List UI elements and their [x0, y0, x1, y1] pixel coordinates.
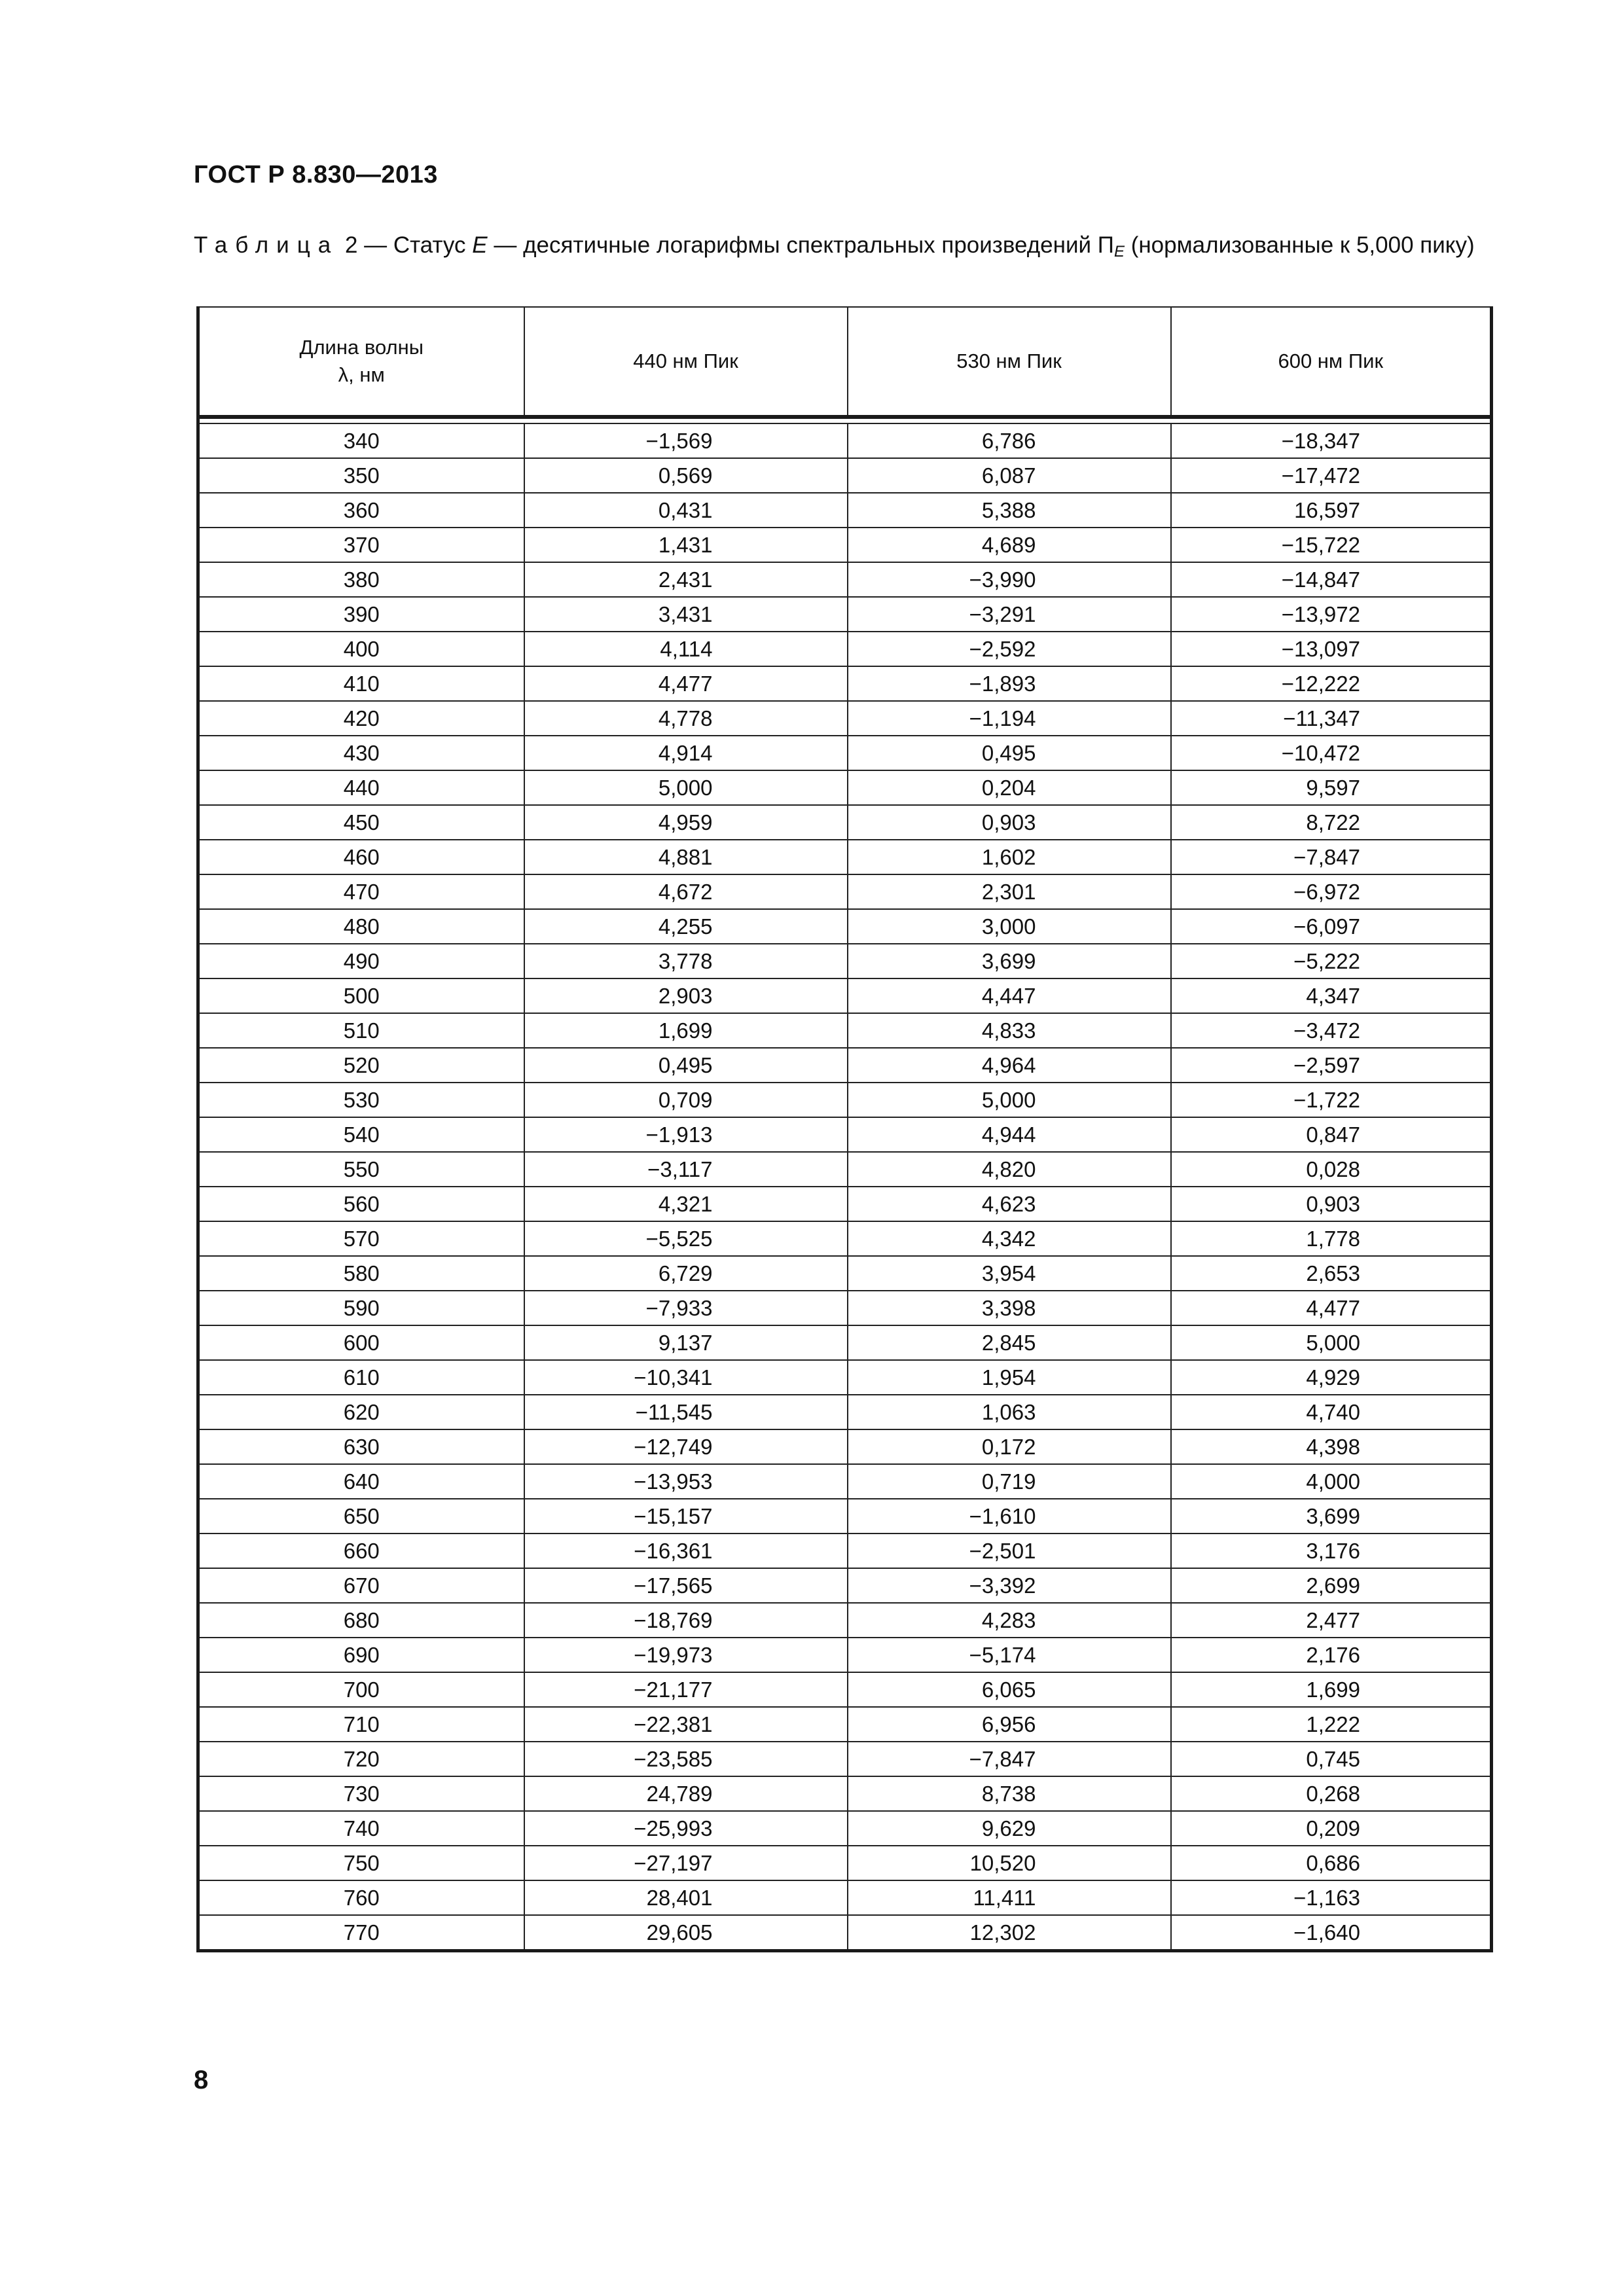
wavelength-cell: 600 — [198, 1325, 524, 1360]
peak-440-cell: −7,933 — [524, 1291, 848, 1325]
caption-text: — десятичные логарифмы спектральных произведений П — [494, 232, 1114, 258]
caption-symbol-subscript: E — [1113, 243, 1125, 260]
wavelength-cell: 750 — [198, 1846, 524, 1880]
header-600nm-peak: 600 нм Пик — [1171, 307, 1492, 417]
peak-530-cell: −3,990 — [848, 562, 1171, 597]
peak-600-cell: −14,847 — [1171, 562, 1492, 597]
peak-440-cell: 0,495 — [524, 1048, 848, 1083]
table-row — [198, 1429, 1492, 1464]
peak-600-cell: 4,740 — [1171, 1395, 1492, 1429]
wavelength-cell: 570 — [198, 1221, 524, 1256]
peak-530-cell: 2,845 — [848, 1325, 1171, 1360]
wavelength-cell: 560 — [198, 1187, 524, 1221]
peak-440-cell: 4,881 — [524, 840, 848, 874]
table-header-row — [198, 307, 1492, 417]
peak-600-cell: 3,176 — [1171, 1534, 1492, 1568]
peak-440-cell: −23,585 — [524, 1742, 848, 1776]
table-row — [198, 597, 1492, 632]
table-row — [198, 840, 1492, 874]
peak-600-cell: −10,472 — [1171, 736, 1492, 770]
peak-440-cell: −3,117 — [524, 1152, 848, 1187]
table-row — [198, 1707, 1492, 1742]
table-row — [198, 1013, 1492, 1048]
wavelength-cell: 530 — [198, 1083, 524, 1117]
peak-530-cell: 1,954 — [848, 1360, 1171, 1395]
peak-440-cell: 6,729 — [524, 1256, 848, 1291]
wavelength-cell: 400 — [198, 632, 524, 666]
table-row — [198, 770, 1492, 805]
table-row — [198, 1638, 1492, 1672]
document-header: ГОСТ Р 8.830—2013 — [194, 161, 438, 188]
peak-600-cell: 1,778 — [1171, 1221, 1492, 1256]
peak-600-cell: 0,209 — [1171, 1811, 1492, 1846]
peak-530-cell: 9,629 — [848, 1811, 1171, 1846]
peak-440-cell: 4,255 — [524, 909, 848, 944]
peak-440-cell: 29,605 — [524, 1915, 848, 1951]
caption-number: 2 — Статус — [344, 232, 466, 258]
peak-440-cell: −19,973 — [524, 1638, 848, 1672]
table-row — [198, 1880, 1492, 1915]
table-row — [198, 1221, 1492, 1256]
table-row — [198, 805, 1492, 840]
wavelength-cell: 350 — [198, 458, 524, 493]
peak-530-cell: 4,944 — [848, 1117, 1171, 1152]
wavelength-cell: 700 — [198, 1672, 524, 1707]
peak-600-cell: 4,347 — [1171, 978, 1492, 1013]
table-row — [198, 1117, 1492, 1152]
peak-530-cell: 5,000 — [848, 1083, 1171, 1117]
peak-530-cell: 1,602 — [848, 840, 1171, 874]
table-row — [198, 632, 1492, 666]
peak-530-cell: −7,847 — [848, 1742, 1171, 1776]
table-row — [198, 1603, 1492, 1638]
peak-600-cell: 0,268 — [1171, 1776, 1492, 1811]
peak-440-cell: 2,431 — [524, 562, 848, 597]
peak-600-cell: −1,722 — [1171, 1083, 1492, 1117]
table-row — [198, 1325, 1492, 1360]
peak-530-cell: −3,291 — [848, 597, 1171, 632]
peak-440-cell: 4,477 — [524, 666, 848, 701]
table-row — [198, 1776, 1492, 1811]
peak-440-cell: −17,565 — [524, 1568, 848, 1603]
wavelength-cell: 520 — [198, 1048, 524, 1083]
caption-text-end: (нормализованные к 5,000 пику) — [1130, 232, 1475, 258]
table-row — [198, 1395, 1492, 1429]
wavelength-cell: 490 — [198, 944, 524, 978]
peak-600-cell: −1,640 — [1171, 1915, 1492, 1951]
table-row — [198, 874, 1492, 909]
peak-600-cell: −3,472 — [1171, 1013, 1492, 1048]
wavelength-cell: 440 — [198, 770, 524, 805]
peak-440-cell: −21,177 — [524, 1672, 848, 1707]
wavelength-cell: 650 — [198, 1499, 524, 1534]
peak-530-cell: 4,623 — [848, 1187, 1171, 1221]
peak-440-cell: 0,569 — [524, 458, 848, 493]
peak-600-cell: 1,222 — [1171, 1707, 1492, 1742]
peak-440-cell: 4,321 — [524, 1187, 848, 1221]
table-row — [198, 1742, 1492, 1776]
peak-600-cell: −6,097 — [1171, 909, 1492, 944]
peak-440-cell: −27,197 — [524, 1846, 848, 1880]
wavelength-cell: 640 — [198, 1464, 524, 1499]
table-head — [198, 307, 1492, 417]
peak-600-cell: −6,972 — [1171, 874, 1492, 909]
peak-530-cell: 1,063 — [848, 1395, 1171, 1429]
peak-600-cell: 2,699 — [1171, 1568, 1492, 1603]
peak-440-cell: −10,341 — [524, 1360, 848, 1395]
wavelength-cell: 590 — [198, 1291, 524, 1325]
table-caption — [194, 230, 1529, 266]
wavelength-cell: 620 — [198, 1395, 524, 1429]
peak-530-cell: 6,786 — [848, 423, 1171, 458]
table-row — [198, 944, 1492, 978]
caption-label: Таблица — [194, 232, 339, 258]
peak-530-cell: 4,820 — [848, 1152, 1171, 1187]
table-row — [198, 458, 1492, 493]
peak-440-cell: −13,953 — [524, 1464, 848, 1499]
wavelength-cell: 680 — [198, 1603, 524, 1638]
wavelength-cell: 390 — [198, 597, 524, 632]
page-number: 8 — [194, 2066, 209, 2094]
peak-530-cell: 12,302 — [848, 1915, 1171, 1951]
peak-440-cell: −12,749 — [524, 1429, 848, 1464]
peak-440-cell: 0,709 — [524, 1083, 848, 1117]
peak-530-cell: 6,065 — [848, 1672, 1171, 1707]
header-separator-cell — [198, 417, 1492, 423]
peak-530-cell: 0,495 — [848, 736, 1171, 770]
peak-440-cell: −5,525 — [524, 1221, 848, 1256]
peak-440-cell: −22,381 — [524, 1707, 848, 1742]
wavelength-cell: 630 — [198, 1429, 524, 1464]
peak-440-cell: 4,672 — [524, 874, 848, 909]
wavelength-cell: 540 — [198, 1117, 524, 1152]
peak-530-cell: 4,342 — [848, 1221, 1171, 1256]
table-row — [198, 666, 1492, 701]
peak-440-cell: 4,914 — [524, 736, 848, 770]
peak-600-cell: 9,597 — [1171, 770, 1492, 805]
peak-600-cell: 0,903 — [1171, 1187, 1492, 1221]
peak-530-cell: 3,954 — [848, 1256, 1171, 1291]
peak-440-cell: −11,545 — [524, 1395, 848, 1429]
peak-600-cell: −13,097 — [1171, 632, 1492, 666]
wavelength-cell: 720 — [198, 1742, 524, 1776]
header-separator — [198, 417, 1492, 423]
peak-440-cell: −25,993 — [524, 1811, 848, 1846]
peak-440-cell: −15,157 — [524, 1499, 848, 1534]
peak-440-cell: 1,431 — [524, 528, 848, 562]
peak-600-cell: −15,722 — [1171, 528, 1492, 562]
peak-600-cell: −13,972 — [1171, 597, 1492, 632]
peak-530-cell: −1,610 — [848, 1499, 1171, 1534]
wavelength-cell: 510 — [198, 1013, 524, 1048]
table-row — [198, 978, 1492, 1013]
peak-530-cell: 11,411 — [848, 1880, 1171, 1915]
table-body — [198, 417, 1492, 1951]
wavelength-cell: 710 — [198, 1707, 524, 1742]
wavelength-cell: 430 — [198, 736, 524, 770]
peak-600-cell: −11,347 — [1171, 701, 1492, 736]
table-row — [198, 1256, 1492, 1291]
wavelength-cell: 500 — [198, 978, 524, 1013]
peak-530-cell: 8,738 — [848, 1776, 1171, 1811]
spectral-table-frame — [196, 306, 1490, 1952]
wavelength-cell: 760 — [198, 1880, 524, 1915]
peak-600-cell: 0,745 — [1171, 1742, 1492, 1776]
peak-440-cell: −18,769 — [524, 1603, 848, 1638]
wavelength-cell: 360 — [198, 493, 524, 528]
peak-600-cell: 4,477 — [1171, 1291, 1492, 1325]
peak-600-cell: 0,686 — [1171, 1846, 1492, 1880]
table-row — [198, 1811, 1492, 1846]
peak-530-cell: −1,194 — [848, 701, 1171, 736]
table-row — [198, 1083, 1492, 1117]
table-row — [198, 1568, 1492, 1603]
peak-600-cell: 4,398 — [1171, 1429, 1492, 1464]
table-row — [198, 1534, 1492, 1568]
peak-600-cell: 0,028 — [1171, 1152, 1492, 1187]
header-wavelength-line1: Длина волны — [299, 336, 424, 359]
table-row — [198, 1915, 1492, 1951]
peak-600-cell: 16,597 — [1171, 493, 1492, 528]
peak-600-cell: 2,176 — [1171, 1638, 1492, 1672]
table-row — [198, 1672, 1492, 1707]
wavelength-cell: 450 — [198, 805, 524, 840]
peak-600-cell: 2,477 — [1171, 1603, 1492, 1638]
table-row — [198, 1464, 1492, 1499]
table-row — [198, 1152, 1492, 1187]
peak-530-cell: 3,398 — [848, 1291, 1171, 1325]
wavelength-cell: 470 — [198, 874, 524, 909]
table-row — [198, 1187, 1492, 1221]
peak-600-cell: −7,847 — [1171, 840, 1492, 874]
peak-440-cell: 3,778 — [524, 944, 848, 978]
header-440nm-peak: 440 нм Пик — [524, 307, 848, 417]
peak-440-cell: 9,137 — [524, 1325, 848, 1360]
header-wavelength — [198, 307, 524, 417]
peak-530-cell: 4,283 — [848, 1603, 1171, 1638]
table-row — [198, 909, 1492, 944]
peak-530-cell: 0,903 — [848, 805, 1171, 840]
table-row — [198, 736, 1492, 770]
peak-440-cell: −1,569 — [524, 423, 848, 458]
peak-440-cell: 28,401 — [524, 1880, 848, 1915]
peak-530-cell: 3,699 — [848, 944, 1171, 978]
peak-440-cell: −16,361 — [524, 1534, 848, 1568]
wavelength-cell: 480 — [198, 909, 524, 944]
peak-600-cell: 0,847 — [1171, 1117, 1492, 1152]
peak-530-cell: 4,964 — [848, 1048, 1171, 1083]
spectral-products-table — [196, 306, 1493, 1952]
peak-440-cell: 5,000 — [524, 770, 848, 805]
table-row — [198, 701, 1492, 736]
peak-440-cell: −1,913 — [524, 1117, 848, 1152]
table-row — [198, 1048, 1492, 1083]
wavelength-cell: 690 — [198, 1638, 524, 1672]
peak-530-cell: 3,000 — [848, 909, 1171, 944]
wavelength-cell: 580 — [198, 1256, 524, 1291]
peak-530-cell: −5,174 — [848, 1638, 1171, 1672]
peak-530-cell: 6,956 — [848, 1707, 1171, 1742]
caption-status-letter: E — [472, 232, 488, 258]
peak-530-cell: 10,520 — [848, 1846, 1171, 1880]
wavelength-cell: 420 — [198, 701, 524, 736]
peak-440-cell: 4,959 — [524, 805, 848, 840]
wavelength-cell: 550 — [198, 1152, 524, 1187]
peak-440-cell: 1,699 — [524, 1013, 848, 1048]
peak-530-cell: 5,388 — [848, 493, 1171, 528]
header-530nm-peak: 530 нм Пик — [848, 307, 1171, 417]
peak-600-cell: 4,000 — [1171, 1464, 1492, 1499]
peak-600-cell: −1,163 — [1171, 1880, 1492, 1915]
peak-530-cell: 0,719 — [848, 1464, 1171, 1499]
peak-530-cell: 0,204 — [848, 770, 1171, 805]
peak-600-cell: 8,722 — [1171, 805, 1492, 840]
peak-600-cell: 5,000 — [1171, 1325, 1492, 1360]
wavelength-cell: 660 — [198, 1534, 524, 1568]
peak-440-cell: 3,431 — [524, 597, 848, 632]
peak-530-cell: 4,689 — [848, 528, 1171, 562]
peak-530-cell: −1,893 — [848, 666, 1171, 701]
peak-530-cell: −2,501 — [848, 1534, 1171, 1568]
peak-530-cell: 4,447 — [848, 978, 1171, 1013]
peak-530-cell: 2,301 — [848, 874, 1171, 909]
wavelength-cell: 610 — [198, 1360, 524, 1395]
peak-530-cell: −2,592 — [848, 632, 1171, 666]
peak-530-cell: 0,172 — [848, 1429, 1171, 1464]
table-row — [198, 1291, 1492, 1325]
peak-600-cell: 4,929 — [1171, 1360, 1492, 1395]
wavelength-cell: 460 — [198, 840, 524, 874]
wavelength-cell: 370 — [198, 528, 524, 562]
table-row — [198, 562, 1492, 597]
peak-600-cell: −18,347 — [1171, 423, 1492, 458]
header-wavelength-line2: λ, нм — [338, 363, 385, 386]
wavelength-cell: 730 — [198, 1776, 524, 1811]
peak-600-cell: −2,597 — [1171, 1048, 1492, 1083]
peak-440-cell: 4,114 — [524, 632, 848, 666]
peak-600-cell: −12,222 — [1171, 666, 1492, 701]
wavelength-cell: 740 — [198, 1811, 524, 1846]
peak-600-cell: 2,653 — [1171, 1256, 1492, 1291]
table-row — [198, 1360, 1492, 1395]
peak-440-cell: 2,903 — [524, 978, 848, 1013]
peak-440-cell: 24,789 — [524, 1776, 848, 1811]
peak-440-cell: 0,431 — [524, 493, 848, 528]
wavelength-cell: 380 — [198, 562, 524, 597]
peak-440-cell: 4,778 — [524, 701, 848, 736]
peak-530-cell: 6,087 — [848, 458, 1171, 493]
wavelength-cell: 770 — [198, 1915, 524, 1951]
peak-530-cell: 4,833 — [848, 1013, 1171, 1048]
table-row — [198, 528, 1492, 562]
peak-600-cell: 1,699 — [1171, 1672, 1492, 1707]
wavelength-cell: 340 — [198, 423, 524, 458]
peak-600-cell: −5,222 — [1171, 944, 1492, 978]
wavelength-cell: 670 — [198, 1568, 524, 1603]
wavelength-cell: 410 — [198, 666, 524, 701]
table-row — [198, 1846, 1492, 1880]
table-row — [198, 1499, 1492, 1534]
peak-530-cell: −3,392 — [848, 1568, 1171, 1603]
peak-600-cell: −17,472 — [1171, 458, 1492, 493]
table-row — [198, 493, 1492, 528]
peak-600-cell: 3,699 — [1171, 1499, 1492, 1534]
table-row — [198, 423, 1492, 458]
